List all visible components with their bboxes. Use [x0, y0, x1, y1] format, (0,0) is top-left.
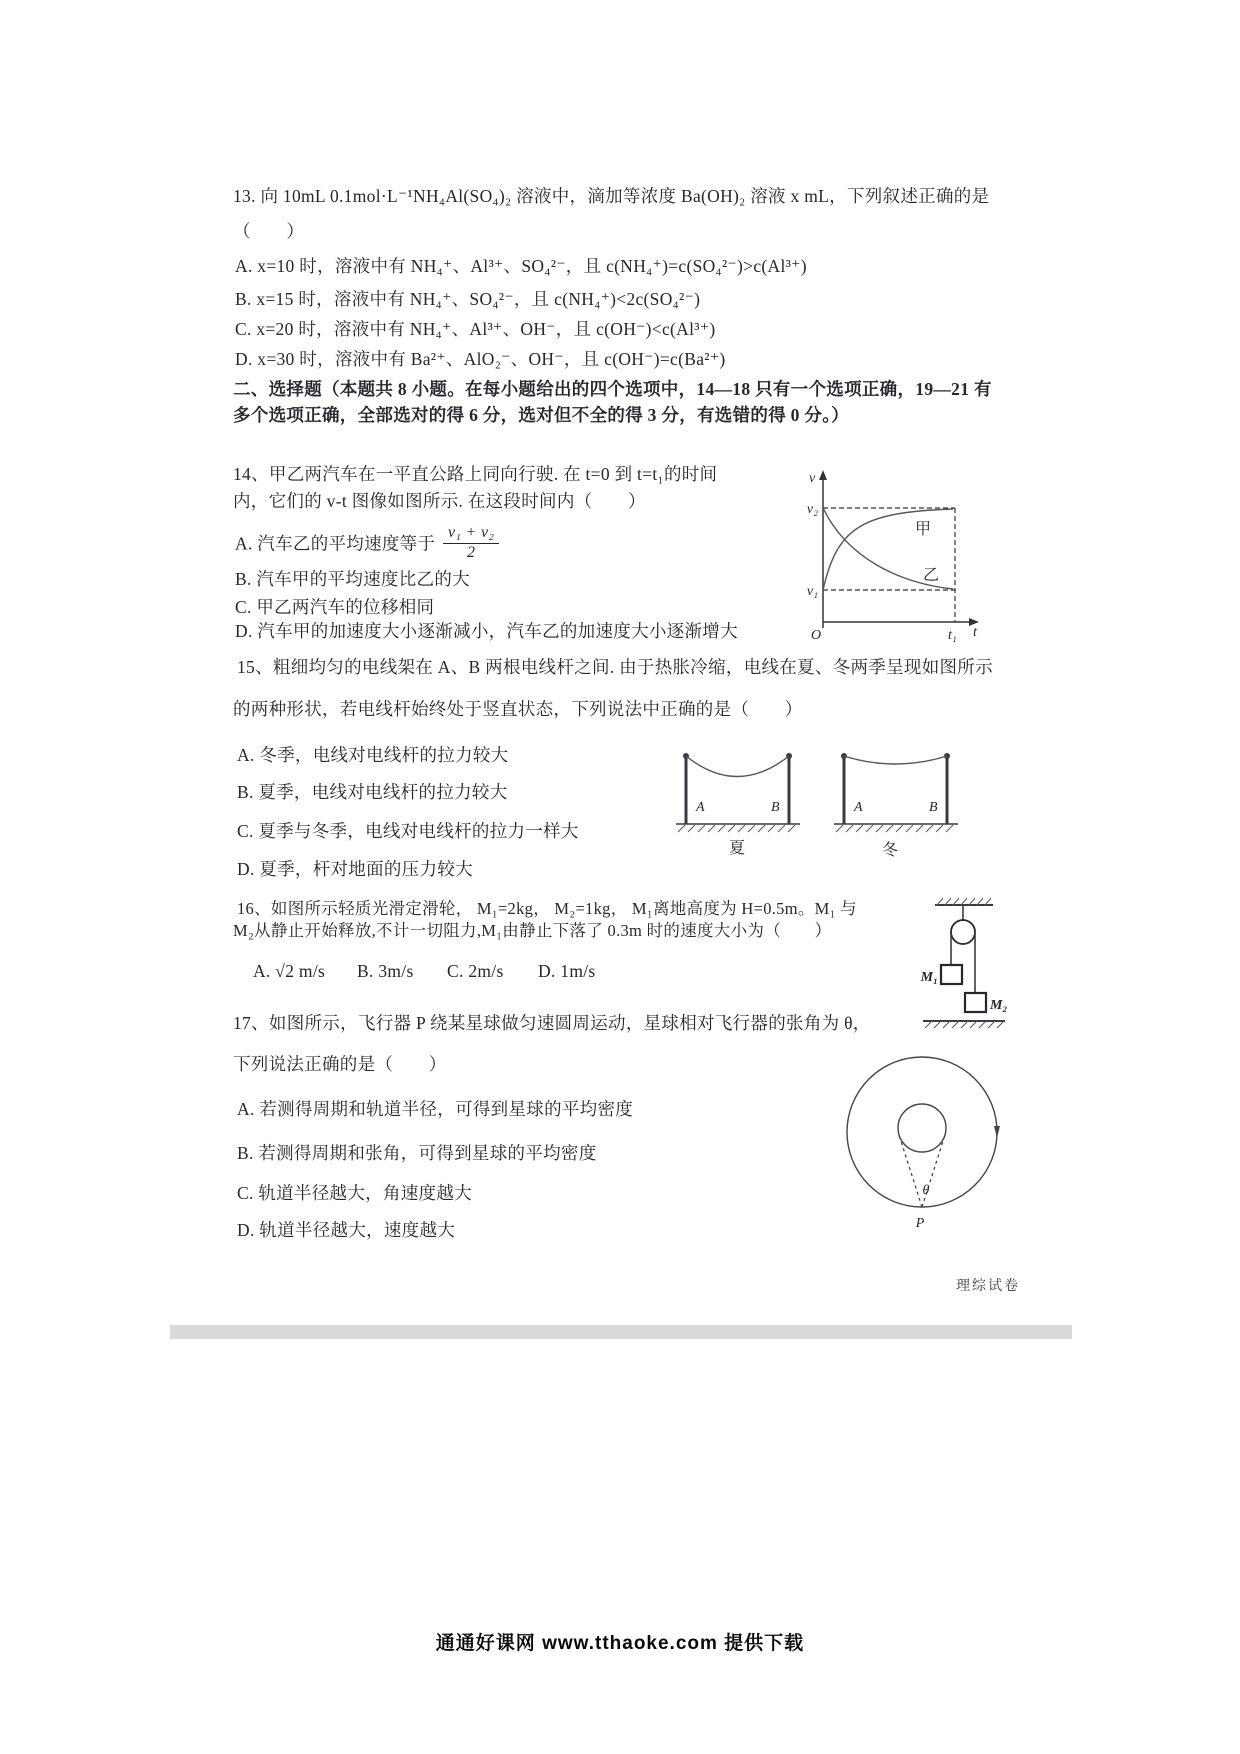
winter-poles-group — [834, 753, 958, 859]
label-pole-b: B — [929, 800, 938, 815]
label-m1: M₁ — [920, 970, 938, 985]
q15-option-c: C. 夏季与冬季，电线对电线杆的拉力一样大 — [237, 821, 579, 841]
orbit-figure — [840, 1048, 1012, 1240]
q13-option-c: C. x=20 时，溶液中有 NH₄⁺、Al³⁺、OH⁻，且 c(OH⁻)<c(Al³⁺) — [235, 319, 716, 339]
q13-option-d: D. x=30 时，溶液中有 Ba²⁺、AlO₂⁻、OH⁻，且 c(OH⁻)=c(Ba²⁺) — [235, 349, 726, 369]
q13-option-b: B. x=15 时，溶液中有 NH₄⁺、SO₄²⁻，且 c(NH₄⁺)<2c(SO₄²⁻) — [235, 289, 701, 309]
label-t1: t₁ — [948, 628, 957, 643]
q15-stem-line2: 的两种形状，若电线杆始终处于竖直状态，下列说法中正确的是（ ） — [233, 699, 803, 719]
fraction-v1-plus-v2-over-2 — [443, 525, 499, 562]
fraction-numerator: v₁ + v₂ — [443, 525, 499, 544]
q14-option-a-text: A. 汽车乙的平均速度等于 — [235, 533, 436, 554]
label-m2: M₂ — [990, 998, 1008, 1013]
q13-stem-line2: （ ） — [233, 221, 305, 241]
q16-option-d: D. 1m/s — [538, 961, 596, 981]
q16-stem-line2: M₂从静止开始释放,不计一切阻力,M₁由静止下落了 0.3m 时的速度大小为（ ） — [233, 921, 832, 940]
label-p: P — [915, 1216, 925, 1231]
q14-option-c: C. 甲乙两汽车的位移相同 — [235, 597, 435, 617]
y-axis-arrow — [819, 470, 827, 480]
q16-stem-line1: 16、如图所示轻质光滑定滑轮， M₁=2kg， M₂=1kg， M₁离地高度为 H=0.5m。M₁ 与 — [237, 899, 857, 918]
q17-option-b: B. 若测得周期和张角，可得到星球的平均密度 — [237, 1143, 597, 1163]
site-footer: 通通好课网 www.tthaoke.com 提供下载 — [435, 1633, 805, 1654]
mass-m2-box — [965, 993, 986, 1012]
q15-option-d: D. 夏季，杆对地面的压力较大 — [237, 859, 473, 879]
pulley-figure — [905, 893, 1017, 1038]
sagging-wire-winter — [844, 756, 947, 764]
label-winter: 冬 — [882, 842, 899, 859]
label-pole-a: A — [696, 800, 705, 815]
q16-option-a: A. √2 m/s — [253, 961, 326, 981]
label-v: v — [809, 471, 816, 486]
q13-option-a: A. x=10 时，溶液中有 NH₄⁺、Al³⁺、SO₄²⁻，且 c(NH₄⁺)=c(SO₄²⁻)>c(Al³⁺) — [235, 256, 807, 276]
ceiling-hatch — [937, 898, 991, 905]
vt-graph-figure — [795, 462, 985, 652]
orbit-direction-arrow — [994, 1126, 1000, 1138]
label-pole-a: A — [854, 800, 863, 815]
scan-page-break-band — [170, 1325, 1072, 1339]
q15-option-a: A. 冬季，电线对电线杆的拉力较大 — [237, 745, 509, 765]
q17-option-a: A. 若测得周期和轨道半径，可得到星球的平均密度 — [237, 1099, 634, 1119]
page-watermark: 理综试卷 — [956, 1279, 1020, 1294]
q16-option-c: C. 2m/s — [447, 961, 504, 981]
summer-poles-group — [676, 753, 800, 857]
label-car-yi: 乙 — [923, 567, 940, 584]
q14-stem-line1: 14、甲乙两汽车在一平直公路上同向行驶. 在 t=0 到 t=t₁的时间 — [233, 464, 718, 484]
planet-circle — [898, 1104, 946, 1152]
fraction-denominator: 2 — [466, 543, 476, 561]
section2-header-line2: 多个选项正确，全部选对的得 6 分，选对但不全的得 3 分，有选错的得 0 分。） — [233, 405, 850, 425]
q14-option-d: D. 汽车甲的加速度大小逐渐减小，汽车乙的加速度大小逐渐增大 — [235, 621, 738, 641]
q17-option-d: D. 轨道半径越大，速度越大 — [237, 1220, 456, 1240]
q17-stem-line1: 17、如图所示，飞行器 P 绕某星球做匀速圆周运动，星球相对飞行器的张角为 θ， — [233, 1013, 871, 1033]
q14-option-a — [235, 524, 502, 564]
q14-option-b: B. 汽车甲的平均速度比乙的大 — [235, 569, 470, 589]
mass-m1-box — [941, 965, 962, 984]
q13-stem-line1: 13. 向 10mL 0.1mol·L⁻¹NH₄Al(SO₄)₂ 溶液中，滴加等浓度 Ba(OH)₂ 溶液 x mL，下列叙述正确的是 — [233, 186, 990, 206]
label-v1: v₁ — [806, 584, 818, 599]
label-t: t — [973, 625, 977, 640]
ground-hatch — [836, 825, 953, 832]
power-poles-figure — [670, 745, 970, 860]
label-pole-b: B — [771, 800, 780, 815]
label-v2: v₂ — [806, 502, 818, 517]
guide-dashes — [823, 508, 955, 622]
label-theta: θ — [922, 1183, 930, 1198]
label-car-jia: 甲 — [915, 521, 932, 538]
section2-header-line1: 二、选择题（本题共 8 小题。在每小题给出的四个选项中，14—18 只有一个选项正确，19—21 有 — [233, 379, 992, 399]
ground-hatch — [925, 1021, 1004, 1028]
q15-stem-line1: 15、粗细均匀的电线架在 A、B 两根电线杆之间. 由于热胀冷缩，电线在夏、冬两季呈现如图所示 — [237, 657, 993, 677]
label-origin: O — [811, 628, 822, 643]
sagging-wire-summer — [686, 756, 789, 777]
q17-option-c: C. 轨道半径越大，角速度越大 — [237, 1183, 472, 1203]
q14-stem-line2: 内，它们的 v-t 图像如图所示. 在这段时间内（ ） — [233, 491, 646, 511]
vt-axes — [823, 474, 975, 628]
pulley-wheel — [951, 920, 975, 944]
label-summer: 夏 — [729, 840, 746, 857]
q17-stem-line2: 下列说法正确的是（ ） — [233, 1054, 447, 1074]
q15-option-b: B. 夏季，电线对电线杆的拉力较大 — [237, 782, 508, 802]
ground-hatch — [678, 825, 795, 832]
q16-option-b: B. 3m/s — [357, 961, 414, 981]
